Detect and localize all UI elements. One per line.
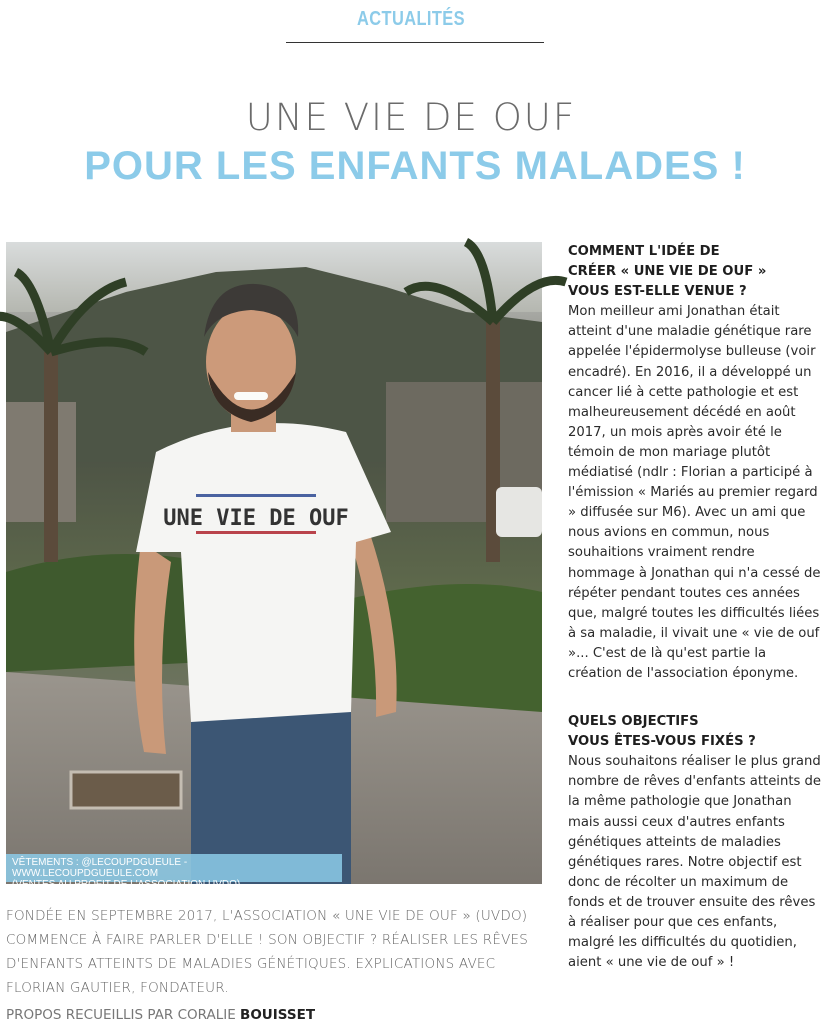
caption-line2: (VENTES AU PROFIT DE L'ASSOCIATION UVDO): [12, 879, 241, 890]
article-title-line2: POUR LES ENFANTS MALADES !: [84, 144, 746, 188]
article-photo: [6, 242, 542, 890]
answer-1: Mon meilleur ami Jonathan était atteint d'une maladie génétique rare appelée l'épidermolyse bulleuse (voir encadré). En 2016, il a développé un cancer lié à cette pathologie et est malheureusement décédé en août 2017, un mois après avoir été le témoin de mon mariage plutôt médiatisé (ndlr : Florian a participé à l'émission « Mariés au premier regard » diffusée sur M6). Avec un ami que nous avions en commun, nous souhaitions vraiment rendre hommage à Jonathan qui n'a cessé de répéter pendant toutes ces années que, malgré toutes les difficultés liées à sa maladie, il vivait une « vie de ouf »... C'est de là qu'est partie la création de l'association éponyme.: [568, 304, 821, 681]
question-2-line2: VOUS ÊTES-VOUS FIXÉS ?: [568, 734, 756, 750]
shirt-stripe-red: [196, 531, 316, 534]
shirt-stripe-blue: [196, 494, 316, 497]
caption-line1: VÊTEMENTS : @LECOUPDGUEULE - WWW.LECOUPDGUEULE.COM: [12, 857, 188, 879]
photo-caption: [6, 854, 342, 890]
question-1: [568, 242, 822, 302]
grate: [71, 772, 181, 808]
palm-trunk-left: [44, 352, 58, 562]
shirt-text: UNE VIE DE OUF: [163, 506, 349, 531]
article-title-line1: UNE VIE DE OUF: [245, 96, 577, 139]
car: [496, 487, 542, 537]
answer-2: Nous souhaitons réaliser le plus grand nombre de rêves d'enfants atteints de la même pathologie que Jonathan mais aussi ceux d'autres enfants génétiques atteints de maladies génétiques rares. Notre objectif est donc de récolter un maximum de fonds et de trouver ensuite des rêves à réaliser pour que ces enfants, malgré les difficultés du quotidien, aient « une vie de ouf » !: [568, 754, 822, 971]
intro-text: FONDÉE EN SEPTEMBRE 2017, L'ASSOCIATION « UNE VIE DE OUF » (UVDO) COMMENCE À FAIRE PARLER D'ELLE ! SON OBJECTIF ? RÉALISER LES RÊVES D'ENFANTS ATTEINTS DE MALADIES GÉNÉTIQUES. EXPLICATIONS AVEC FLORIAN GAUTIER, FONDATEUR.: [6, 908, 529, 996]
interview-column: [568, 242, 822, 973]
question-2-line1: QUELS OBJECTIFS: [568, 714, 699, 730]
author-credit: [6, 1007, 546, 1023]
photo-illustration: [6, 242, 542, 884]
credit-name: BOUISSET: [240, 1007, 316, 1023]
question-1-line2: CRÉER « UNE VIE DE OUF »: [568, 264, 767, 280]
hedge: [6, 554, 206, 672]
question-1-line1: COMMENT L'IDÉE DE: [568, 244, 720, 259]
header-rule: [286, 42, 544, 43]
section-label: ACTUALITÉS: [357, 8, 465, 30]
credit-prefix: PROPOS RECUEILLIS PAR CORALIE: [6, 1007, 236, 1023]
building-left: [6, 402, 76, 522]
question-2: [568, 712, 822, 752]
question-1-line3: VOUS EST-ELLE VENUE ?: [568, 284, 747, 300]
smile: [234, 392, 268, 400]
